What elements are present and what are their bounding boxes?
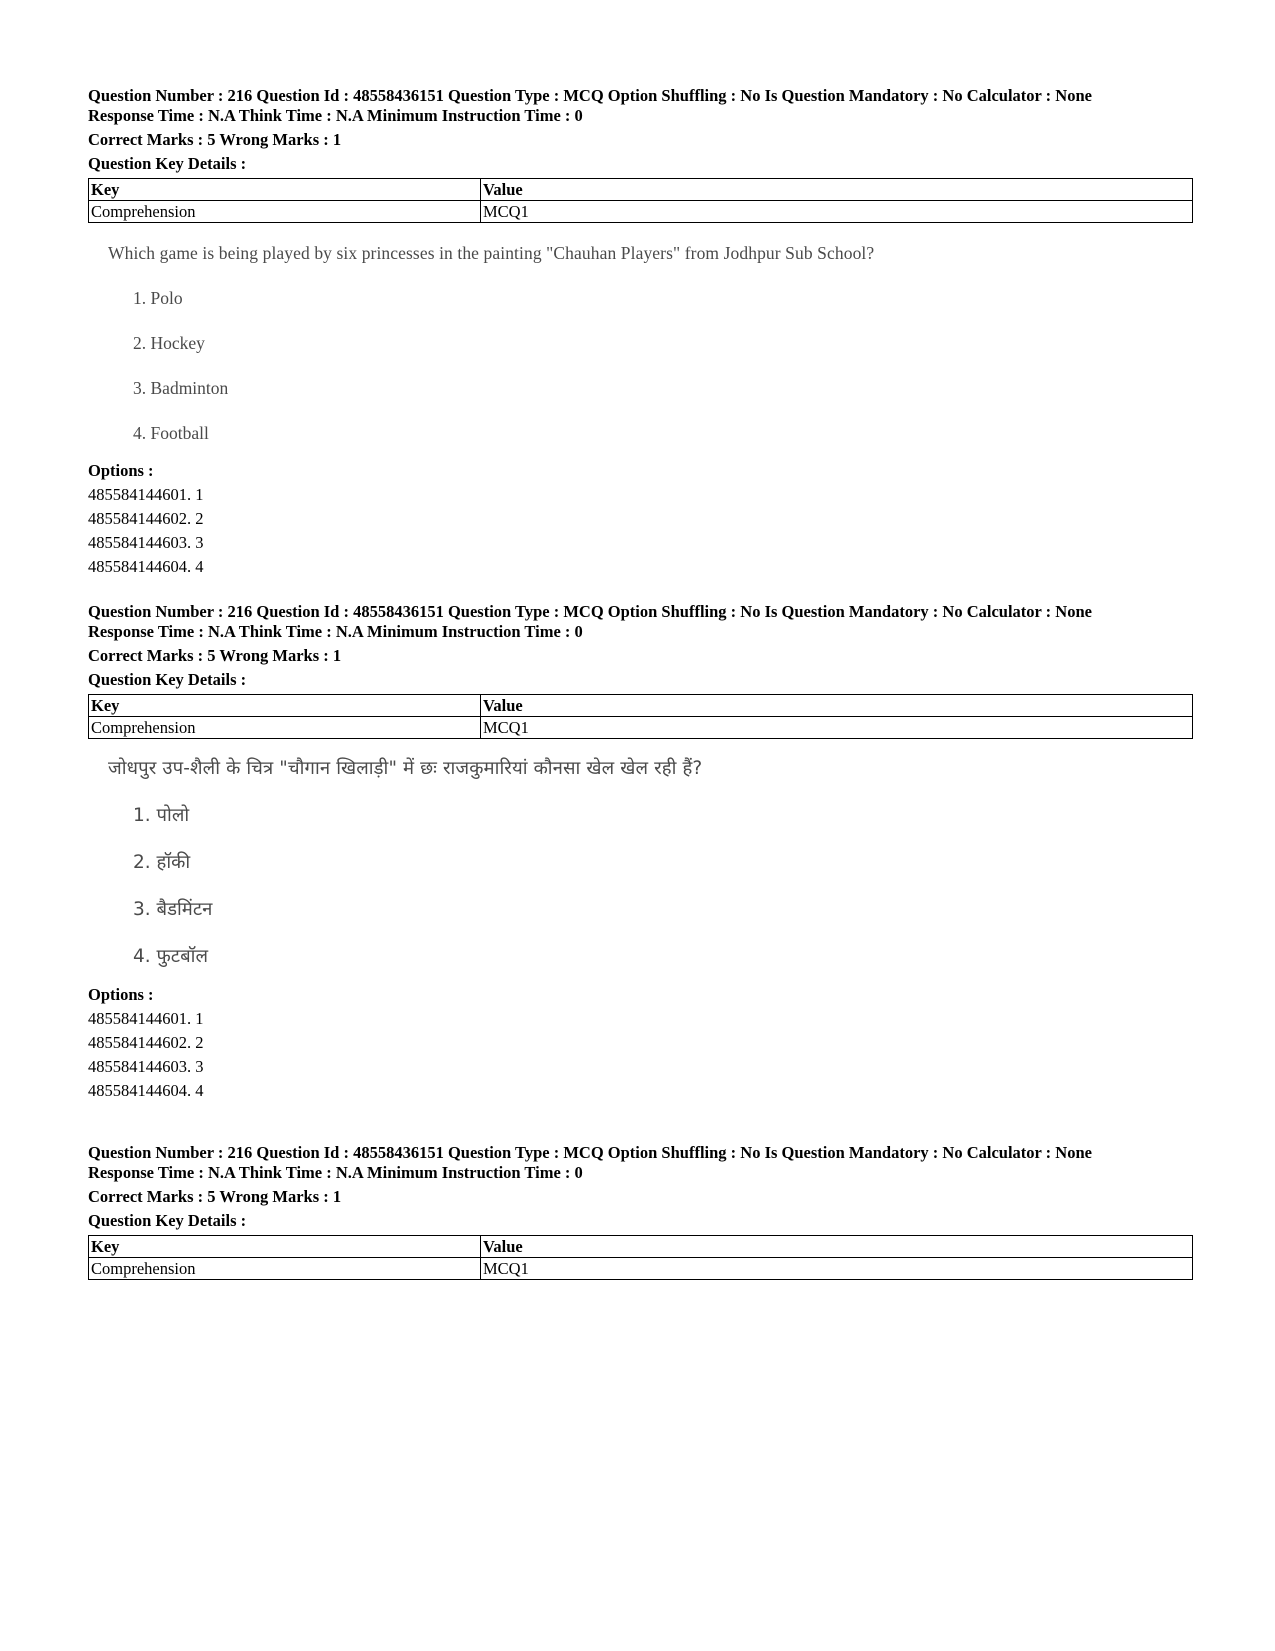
table-cell-key: Comprehension xyxy=(89,1258,481,1280)
table-header-value: Value xyxy=(481,179,1193,201)
question-option: 2. Hockey xyxy=(133,333,205,353)
table-header-key: Key xyxy=(89,179,481,201)
question-meta-line: Question Number : 216 Question Id : 48558436151 Question Type : MCQ Option Shuffling : No Is Question Mandatory : No Calculator : None xyxy=(88,86,1092,105)
marks-line: Correct Marks : 5 Wrong Marks : 1 xyxy=(88,646,342,665)
option-id-line: 485584144603. 3 xyxy=(88,1057,204,1076)
table-header-row xyxy=(89,695,1193,717)
table-cell-key: Comprehension xyxy=(89,201,481,223)
table-header-row xyxy=(89,179,1193,201)
question-option: 4. Football xyxy=(133,423,209,443)
marks-line: Correct Marks : 5 Wrong Marks : 1 xyxy=(88,1187,342,1206)
table-cell-key: Comprehension xyxy=(89,717,481,739)
question-block-1 xyxy=(88,86,1193,579)
question-image xyxy=(108,757,1193,969)
key-details-table xyxy=(88,694,1193,739)
table-header-row xyxy=(89,1236,1193,1258)
question-image xyxy=(108,241,1193,445)
key-details-table xyxy=(88,1235,1193,1280)
question-stem: जोधपुर उप-शैली के चित्र "चौगान खिलाड़ी" में छः राजकुमारियां कौनसा खेल खेल रही हैं? xyxy=(108,758,703,779)
table-header-value: Value xyxy=(481,1236,1193,1258)
option-id-line: 485584144604. 4 xyxy=(88,557,204,576)
options-label: Options : xyxy=(88,985,154,1004)
question-meta-line: Question Number : 216 Question Id : 48558436151 Question Type : MCQ Option Shuffling : No Is Question Mandatory : No Calculator : None xyxy=(88,1143,1092,1162)
key-details-label: Question Key Details : xyxy=(88,1211,247,1230)
marks-line: Correct Marks : 5 Wrong Marks : 1 xyxy=(88,130,342,149)
question-timing-line: Response Time : N.A Think Time : N.A Minimum Instruction Time : 0 xyxy=(88,1163,583,1182)
question-option: 4. फुटबॉल xyxy=(133,946,209,967)
question-timing-line: Response Time : N.A Think Time : N.A Minimum Instruction Time : 0 xyxy=(88,622,583,641)
table-row xyxy=(89,717,1193,739)
option-id-line: 485584144602. 2 xyxy=(88,509,204,528)
table-row xyxy=(89,201,1193,223)
question-option: 1. पोलो xyxy=(133,805,190,826)
options-label: Options : xyxy=(88,461,154,480)
question-option: 2. हॉकी xyxy=(133,852,191,873)
question-timing-line: Response Time : N.A Think Time : N.A Minimum Instruction Time : 0 xyxy=(88,106,583,125)
question-stem: Which game is being played by six princesses in the painting "Chauhan Players" from Jodhpur Sub School? xyxy=(108,243,875,263)
key-details-label: Question Key Details : xyxy=(88,670,247,689)
question-block-3 xyxy=(88,1143,1193,1280)
table-cell-value: MCQ1 xyxy=(481,717,1193,739)
table-header-key: Key xyxy=(89,1236,481,1258)
option-id-line: 485584144603. 3 xyxy=(88,533,204,552)
question-option: 1. Polo xyxy=(133,288,183,308)
table-cell-value: MCQ1 xyxy=(481,201,1193,223)
key-details-label: Question Key Details : xyxy=(88,154,247,173)
option-id-line: 485584144601. 1 xyxy=(88,485,204,504)
option-id-line: 485584144604. 4 xyxy=(88,1081,204,1100)
option-id-line: 485584144602. 2 xyxy=(88,1033,204,1052)
table-row xyxy=(89,1258,1193,1280)
question-option: 3. बैडमिंटन xyxy=(133,899,213,920)
table-header-value: Value xyxy=(481,695,1193,717)
option-id-line: 485584144601. 1 xyxy=(88,1009,204,1028)
question-block-2 xyxy=(88,602,1193,1103)
key-details-table xyxy=(88,178,1193,223)
table-cell-value: MCQ1 xyxy=(481,1258,1193,1280)
question-option: 3. Badminton xyxy=(133,378,229,398)
table-header-key: Key xyxy=(89,695,481,717)
question-meta-line: Question Number : 216 Question Id : 48558436151 Question Type : MCQ Option Shuffling : No Is Question Mandatory : No Calculator : None xyxy=(88,602,1092,621)
